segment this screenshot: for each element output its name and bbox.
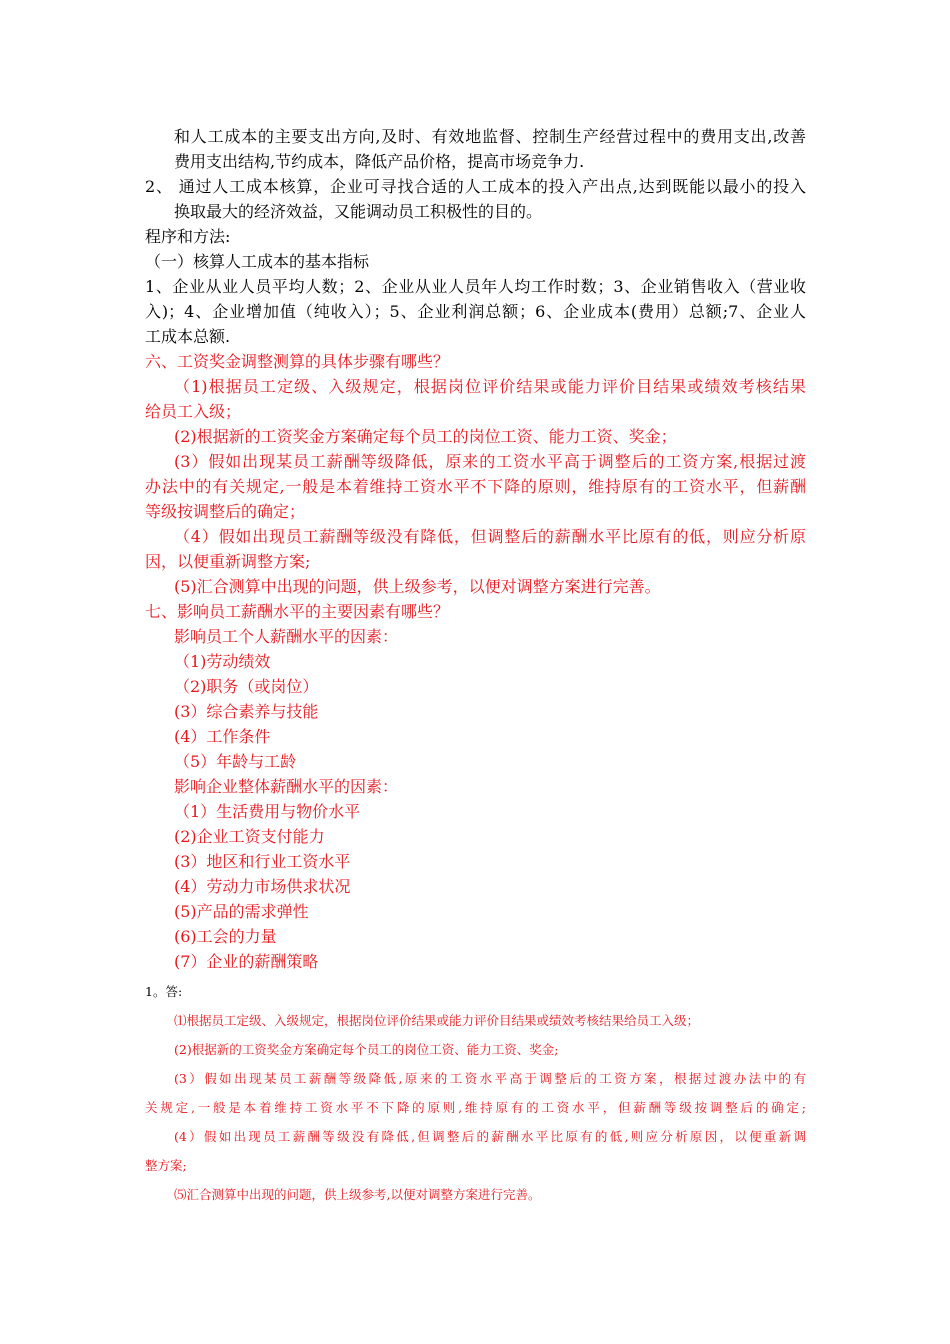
factor-item: （2)职务（或岗位） [174, 677, 319, 696]
paragraph-line: 费用支出结构,节约成本，降低产品价格，提高市场竞争力. [174, 152, 585, 171]
paragraph-line: 工成本总额. [145, 327, 231, 346]
paragraph-line: 和人工成本的主要支出方向,及时、有效地监督、控制生产经营过程中的费用支出,改善 [174, 127, 806, 146]
section-label: 程序和方法: [145, 227, 231, 246]
answer-line: 整方案; [145, 1158, 187, 1173]
factor-item: (5)产品的需求弹性 [174, 902, 309, 921]
answer-line: 关规定,一般是本着维持工资水平不下降的原则,维持原有的工资水平，但薪酬等级按调整后的确定; [145, 1100, 806, 1115]
factor-item: （1）生活费用与物价水平 [174, 802, 361, 821]
section-heading-7: 七、影响员工薪酬水平的主要因素有哪些？ [145, 602, 450, 621]
factor-item: (6)工会的力量 [174, 927, 277, 946]
paragraph-line: 1、企业从业人员平均人数；2、企业从业人员年人均工作时数；3、企业销售收入（营业收 [145, 277, 806, 296]
step-line: 等级按调整后的确定； [145, 502, 306, 521]
step-line: (5)汇合测算中出现的问题，供上级参考，以便对调整方案进行完善。 [174, 577, 661, 596]
step-line: (2)根据新的工资奖金方案确定每个员工的岗位工资、能力工资、奖金； [174, 427, 677, 446]
factor-item: (3）地区和行业工资水平 [174, 852, 351, 871]
subsection-heading: （一）核算人工成本的基本指标 [145, 252, 370, 271]
factor-item: (2)企业工资支付能力 [174, 827, 325, 846]
list-item-2: 2、 通过人工成本核算，企业可寻找合适的人工成本的投入产出点,达到既能以最小的投入 [145, 177, 806, 196]
factor-item: （5）年龄与工龄 [174, 752, 297, 771]
step-line: 因，以便重新调整方案; [145, 552, 311, 571]
factor-item: （1)劳动绩效 [174, 652, 271, 671]
step-line: （4）假如出现员工薪酬等级没有降低，但调整后的薪酬水平比原有的低，则应分析原 [174, 527, 806, 546]
step-line: (3）假如出现某员工薪酬等级降低，原来的工资水平高于调整后的工资方案,根据过渡 [174, 452, 806, 471]
section-heading-6: 六、工资奖金调整测算的具体步骤有哪些？ [145, 352, 450, 371]
paragraph-line: 换取最大的经济效益，又能调动员工积极性的目的。 [174, 202, 543, 221]
step-line: （1)根据员工定级、入级规定，根据岗位评价结果或能力评价目结果或绩效考核结果 [174, 377, 806, 396]
answer-line: (4）假如出现员工薪酬等级没有降低,但调整后的薪酬水平比原有的低,则应分析原因，以便重新调 [174, 1129, 806, 1144]
factor-item: (7）企业的薪酬策略 [174, 952, 319, 971]
answer-label: 1。答: [145, 984, 183, 999]
answer-line: ⑴根据员工定级、入级规定，根据岗位评价结果或能力评价目结果或绩效考核结果给员工入级； [174, 1013, 700, 1028]
answer-line: (2)根据新的工资奖金方案确定每个员工的岗位工资、能力工资、奖金; [174, 1042, 559, 1057]
factor-item: (4）劳动力市场供求状况 [174, 877, 351, 896]
factor-group-title: 影响员工个人薪酬水平的因素： [174, 627, 399, 646]
step-line: 给员工入级； [145, 402, 242, 421]
factor-item: (3）综合素养与技能 [174, 702, 319, 721]
paragraph-line: 入)；4、企业增加值（纯收入）；5、企业利润总额；6、企业成本(费用）总额;7、企业人 [145, 302, 806, 321]
step-line: 办法中的有关规定,一般是本着维持工资水平不下降的原则，维持原有的工资水平，但薪酬 [145, 477, 806, 496]
factor-group-title: 影响企业整体薪酬水平的因素： [174, 777, 399, 796]
answer-line: (3）假如出现某员工薪酬等级降低,原来的工资水平高于调整后的工资方案，根据过渡办法中的有 [174, 1071, 806, 1086]
answer-line: ⑸汇合测算中出现的问题，供上级参考,以便对调整方案进行完善。 [174, 1187, 541, 1202]
factor-item: (4）工作条件 [174, 727, 271, 746]
